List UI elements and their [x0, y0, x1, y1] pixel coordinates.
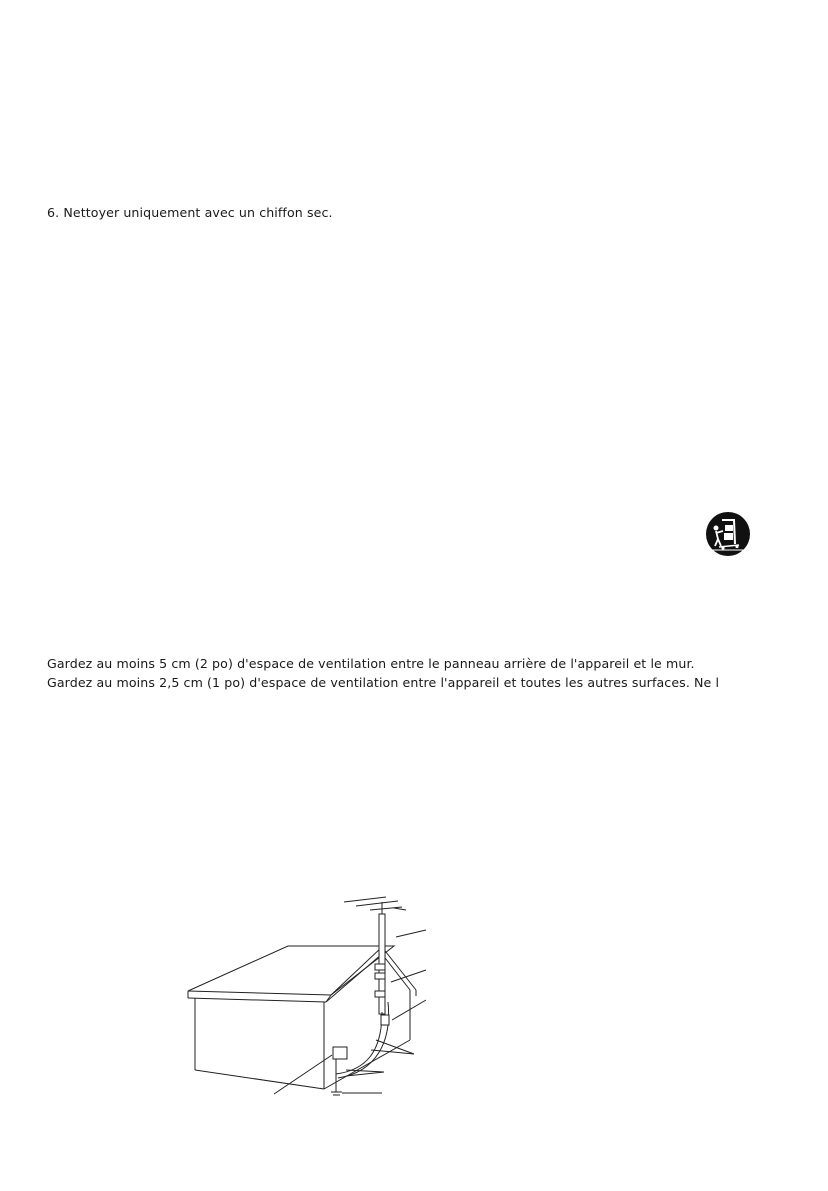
cart-tip-over-warning-icon [705, 511, 751, 557]
ventilation-surface-clearance-text: Gardez au moins 2,5 cm (1 po) d'espace de ventilation entre l'appareil et toutes les autres surfaces. Ne l [47, 675, 720, 690]
antenna-grounding-diagram [186, 892, 432, 1102]
ventilation-rear-clearance-text: Gardez au moins 5 cm (2 po) d'espace de ventilation entre le panneau arrière de l'appareil et le mur. [47, 656, 695, 671]
instruction-item-6: 6. Nettoyer uniquement avec un chiffon sec. [47, 205, 333, 220]
